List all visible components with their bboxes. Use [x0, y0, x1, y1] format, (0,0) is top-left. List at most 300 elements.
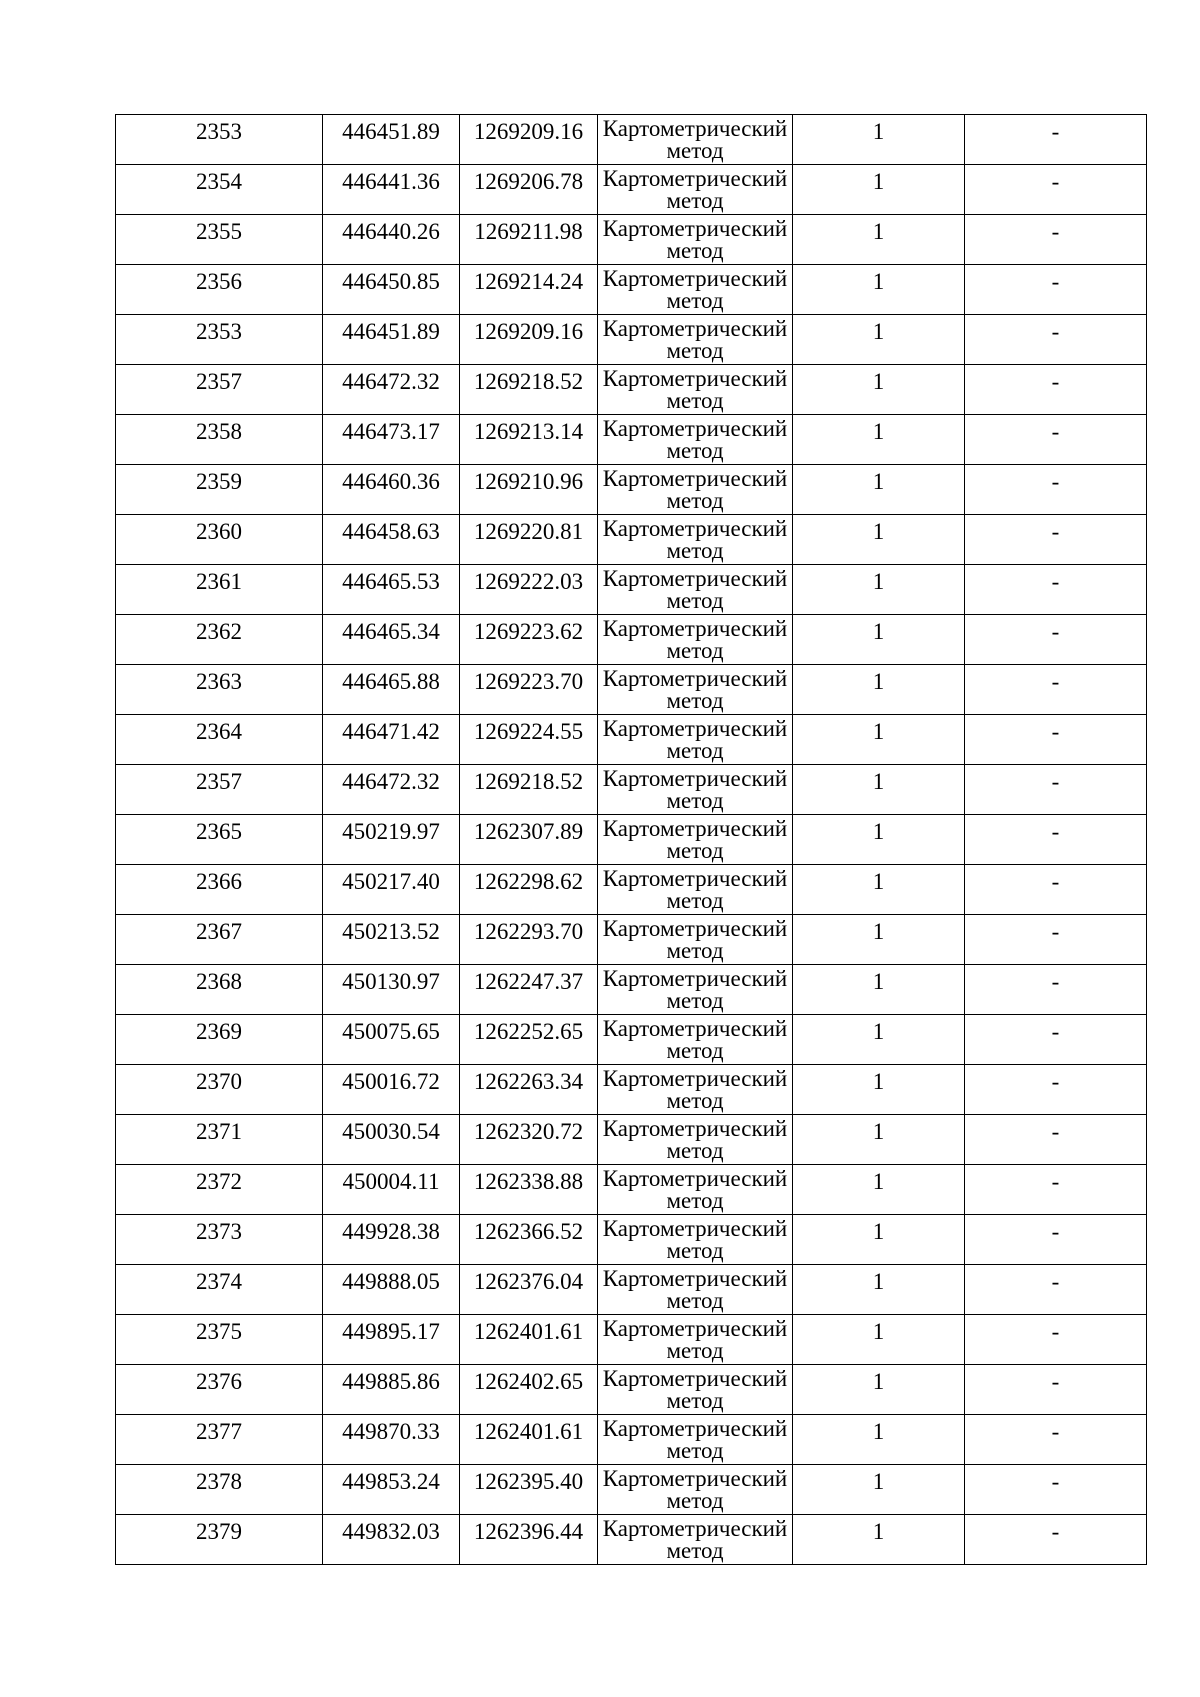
method-line-1: Картометрический — [602, 716, 788, 741]
point-id: 2371 — [196, 1119, 242, 1144]
method-line-2: метод — [666, 888, 724, 913]
x-coordinate-cell — [323, 1065, 460, 1115]
table-row — [116, 215, 1147, 265]
x-coordinate-cell — [323, 1015, 460, 1065]
method-cell — [598, 565, 793, 615]
point-id-cell — [116, 615, 323, 665]
x-coordinate: 449895.17 — [342, 1319, 440, 1344]
accuracy-cell — [793, 1515, 965, 1565]
note-cell — [965, 265, 1147, 315]
accuracy-cell — [793, 715, 965, 765]
method-line-1: Картометрический — [602, 616, 788, 641]
method-line-2: метод — [666, 1088, 724, 1113]
method-cell — [598, 1215, 793, 1265]
note-value: - — [1051, 669, 1060, 694]
x-coordinate-cell — [323, 615, 460, 665]
accuracy-value: 1 — [872, 1119, 885, 1144]
x-coordinate-cell — [323, 1215, 460, 1265]
y-coordinate-cell — [460, 865, 598, 915]
method-line-1: Картометрический — [602, 666, 788, 691]
y-coordinate-cell — [460, 1465, 598, 1515]
note-cell — [965, 715, 1147, 765]
y-coordinate: 1269209.16 — [473, 319, 584, 344]
point-id-cell — [116, 365, 323, 415]
table-row — [116, 1165, 1147, 1215]
note-value: - — [1051, 819, 1060, 844]
y-coordinate-cell — [460, 515, 598, 565]
x-coordinate-cell — [323, 115, 460, 165]
method-line-2: метод — [666, 788, 724, 813]
x-coordinate-cell — [323, 1415, 460, 1465]
y-coordinate-cell — [460, 1415, 598, 1465]
y-coordinate-cell — [460, 715, 598, 765]
x-coordinate: 446465.34 — [342, 619, 440, 644]
method-cell — [598, 1015, 793, 1065]
accuracy-value: 1 — [872, 919, 885, 944]
y-coordinate: 1262252.65 — [473, 1019, 584, 1044]
point-id-cell — [116, 865, 323, 915]
x-coordinate: 446472.32 — [342, 369, 440, 394]
point-id-cell — [116, 1315, 323, 1365]
x-coordinate-cell — [323, 1315, 460, 1365]
note-value: - — [1051, 1019, 1060, 1044]
note-value: - — [1051, 469, 1060, 494]
method-cell — [598, 665, 793, 715]
x-coordinate: 450219.97 — [342, 819, 440, 844]
method-line-2: метод — [666, 1488, 724, 1513]
x-coordinate: 450130.97 — [342, 969, 440, 994]
method-cell — [598, 1515, 793, 1565]
x-coordinate: 446440.26 — [342, 219, 440, 244]
note-cell — [965, 815, 1147, 865]
x-coordinate-cell — [323, 215, 460, 265]
table-row — [116, 965, 1147, 1015]
y-coordinate-cell — [460, 615, 598, 665]
accuracy-value: 1 — [872, 519, 885, 544]
accuracy-cell — [793, 515, 965, 565]
accuracy-value: 1 — [872, 1169, 885, 1194]
y-coordinate: 1262320.72 — [473, 1119, 584, 1144]
point-id-cell — [116, 415, 323, 465]
note-cell — [965, 115, 1147, 165]
accuracy-cell — [793, 565, 965, 615]
note-cell — [965, 865, 1147, 915]
method-line-2: метод — [666, 688, 724, 713]
method-cell — [598, 1165, 793, 1215]
y-coordinate: 1269224.55 — [473, 719, 584, 744]
table-row — [116, 265, 1147, 315]
y-coordinate: 1262376.04 — [473, 1269, 584, 1294]
y-coordinate-cell — [460, 1065, 598, 1115]
accuracy-cell — [793, 365, 965, 415]
point-id: 2376 — [196, 1369, 242, 1394]
x-coordinate-cell — [323, 1115, 460, 1165]
table-row — [116, 115, 1147, 165]
note-cell — [965, 965, 1147, 1015]
accuracy-value: 1 — [872, 1219, 885, 1244]
note-cell — [965, 515, 1147, 565]
accuracy-value: 1 — [872, 319, 885, 344]
x-coordinate-cell — [323, 1165, 460, 1215]
note-cell — [965, 565, 1147, 615]
point-id: 2357 — [196, 769, 242, 794]
x-coordinate-cell — [323, 415, 460, 465]
note-value: - — [1051, 619, 1060, 644]
table-row — [116, 165, 1147, 215]
note-value: - — [1051, 769, 1060, 794]
note-value: - — [1051, 1269, 1060, 1294]
method-cell — [598, 815, 793, 865]
method-cell — [598, 765, 793, 815]
point-id-cell — [116, 815, 323, 865]
note-cell — [965, 765, 1147, 815]
note-cell — [965, 1015, 1147, 1065]
x-coordinate: 449832.03 — [342, 1519, 440, 1544]
accuracy-cell — [793, 1015, 965, 1065]
note-cell — [965, 1115, 1147, 1165]
accuracy-value: 1 — [872, 1069, 885, 1094]
method-line-1: Картометрический — [602, 1066, 788, 1091]
accuracy-cell — [793, 915, 965, 965]
coordinates-table — [115, 114, 1147, 1565]
note-cell — [965, 165, 1147, 215]
accuracy-cell — [793, 215, 965, 265]
x-coordinate: 450016.72 — [342, 1069, 440, 1094]
y-coordinate-cell — [460, 165, 598, 215]
method-cell — [598, 1465, 793, 1515]
point-id: 2353 — [196, 319, 242, 344]
point-id-cell — [116, 1165, 323, 1215]
note-cell — [965, 1415, 1147, 1465]
point-id: 2363 — [196, 669, 242, 694]
point-id: 2378 — [196, 1469, 242, 1494]
point-id-cell — [116, 165, 323, 215]
accuracy-value: 1 — [872, 819, 885, 844]
accuracy-value: 1 — [872, 1419, 885, 1444]
x-coordinate-cell — [323, 1365, 460, 1415]
method-line-1: Картометрический — [602, 1116, 788, 1141]
method-line-1: Картометрический — [602, 1166, 788, 1191]
note-value: - — [1051, 1119, 1060, 1144]
note-cell — [965, 1465, 1147, 1515]
method-line-1: Картометрический — [602, 1416, 788, 1441]
x-coordinate: 446472.32 — [342, 769, 440, 794]
accuracy-cell — [793, 1315, 965, 1365]
y-coordinate: 1269214.24 — [473, 269, 584, 294]
accuracy-value: 1 — [872, 769, 885, 794]
point-id: 2370 — [196, 1069, 242, 1094]
x-coordinate: 449870.33 — [342, 1419, 440, 1444]
x-coordinate: 449885.86 — [342, 1369, 440, 1394]
point-id: 2353 — [196, 119, 242, 144]
method-line-1: Картометрический — [602, 166, 788, 191]
accuracy-value: 1 — [872, 1469, 885, 1494]
y-coordinate-cell — [460, 1115, 598, 1165]
method-cell — [598, 1415, 793, 1465]
note-cell — [965, 1065, 1147, 1115]
method-cell — [598, 165, 793, 215]
y-coordinate-cell — [460, 415, 598, 465]
accuracy-cell — [793, 765, 965, 815]
note-value: - — [1051, 269, 1060, 294]
point-id: 2357 — [196, 369, 242, 394]
x-coordinate-cell — [323, 865, 460, 915]
table-row — [116, 1315, 1147, 1365]
note-cell — [965, 415, 1147, 465]
y-coordinate-cell — [460, 915, 598, 965]
point-id: 2369 — [196, 1019, 242, 1044]
x-coordinate: 450217.40 — [342, 869, 440, 894]
accuracy-value: 1 — [872, 1369, 885, 1394]
table-row — [116, 1215, 1147, 1265]
x-coordinate-cell — [323, 715, 460, 765]
method-line-1: Картометрический — [602, 316, 788, 341]
accuracy-value: 1 — [872, 119, 885, 144]
accuracy-cell — [793, 965, 965, 1015]
table-row — [116, 365, 1147, 415]
y-coordinate: 1262263.34 — [473, 1069, 584, 1094]
point-id: 2358 — [196, 419, 242, 444]
x-coordinate-cell — [323, 815, 460, 865]
point-id: 2356 — [196, 269, 242, 294]
method-cell — [598, 615, 793, 665]
method-line-2: метод — [666, 1538, 724, 1563]
x-coordinate-cell — [323, 365, 460, 415]
method-line-2: метод — [666, 338, 724, 363]
note-value: - — [1051, 1419, 1060, 1444]
method-line-2: метод — [666, 1038, 724, 1063]
table-row — [116, 465, 1147, 515]
method-line-1: Картометрический — [602, 1316, 788, 1341]
point-id: 2373 — [196, 1219, 242, 1244]
accuracy-cell — [793, 115, 965, 165]
accuracy-value: 1 — [872, 1269, 885, 1294]
y-coordinate-cell — [460, 315, 598, 365]
x-coordinate-cell — [323, 515, 460, 565]
accuracy-value: 1 — [872, 719, 885, 744]
table-row — [116, 715, 1147, 765]
y-coordinate: 1262401.61 — [473, 1319, 584, 1344]
y-coordinate: 1269218.52 — [473, 369, 584, 394]
point-id: 2364 — [196, 719, 242, 744]
accuracy-cell — [793, 615, 965, 665]
x-coordinate: 450075.65 — [342, 1019, 440, 1044]
point-id: 2374 — [196, 1269, 242, 1294]
note-cell — [965, 1165, 1147, 1215]
table-row — [116, 765, 1147, 815]
x-coordinate-cell — [323, 565, 460, 615]
note-cell — [965, 665, 1147, 715]
method-line-2: метод — [666, 138, 724, 163]
accuracy-cell — [793, 1365, 965, 1415]
y-coordinate: 1262293.70 — [473, 919, 584, 944]
method-line-2: метод — [666, 188, 724, 213]
table-row — [116, 1065, 1147, 1115]
accuracy-value: 1 — [872, 619, 885, 644]
method-cell — [598, 1065, 793, 1115]
note-value: - — [1051, 519, 1060, 544]
point-id-cell — [116, 765, 323, 815]
y-coordinate: 1269222.03 — [473, 569, 584, 594]
method-line-1: Картометрический — [602, 1366, 788, 1391]
method-line-1: Картометрический — [602, 516, 788, 541]
point-id-cell — [116, 1415, 323, 1465]
y-coordinate: 1269223.70 — [473, 669, 584, 694]
note-cell — [965, 1515, 1147, 1565]
y-coordinate: 1269210.96 — [473, 469, 584, 494]
method-line-1: Картометрический — [602, 866, 788, 891]
method-line-1: Картометрический — [602, 416, 788, 441]
x-coordinate: 449928.38 — [342, 1219, 440, 1244]
accuracy-value: 1 — [872, 1019, 885, 1044]
table-row — [116, 915, 1147, 965]
point-id: 2368 — [196, 969, 242, 994]
point-id: 2361 — [196, 569, 242, 594]
note-value: - — [1051, 1219, 1060, 1244]
note-value: - — [1051, 369, 1060, 394]
method-cell — [598, 715, 793, 765]
accuracy-cell — [793, 1465, 965, 1515]
y-coordinate-cell — [460, 815, 598, 865]
note-value: - — [1051, 119, 1060, 144]
method-line-2: метод — [666, 1288, 724, 1313]
note-value: - — [1051, 419, 1060, 444]
method-line-1: Картометрический — [602, 466, 788, 491]
y-coordinate: 1269218.52 — [473, 769, 584, 794]
y-coordinate: 1262338.88 — [473, 1169, 584, 1194]
point-id-cell — [116, 1465, 323, 1515]
table-row — [116, 515, 1147, 565]
accuracy-cell — [793, 265, 965, 315]
method-line-2: метод — [666, 1438, 724, 1463]
x-coordinate-cell — [323, 165, 460, 215]
point-id-cell — [116, 665, 323, 715]
y-coordinate-cell — [460, 365, 598, 415]
x-coordinate: 446473.17 — [342, 419, 440, 444]
method-cell — [598, 415, 793, 465]
accuracy-cell — [793, 1115, 965, 1165]
point-id-cell — [116, 1515, 323, 1565]
y-coordinate-cell — [460, 965, 598, 1015]
accuracy-cell — [793, 315, 965, 365]
method-line-2: метод — [666, 1338, 724, 1363]
note-cell — [965, 315, 1147, 365]
x-coordinate: 446465.53 — [342, 569, 440, 594]
point-id-cell — [116, 1215, 323, 1265]
y-coordinate-cell — [460, 1215, 598, 1265]
point-id: 2367 — [196, 919, 242, 944]
y-coordinate: 1262395.40 — [473, 1469, 584, 1494]
method-cell — [598, 1365, 793, 1415]
method-line-2: метод — [666, 438, 724, 463]
method-cell — [598, 265, 793, 315]
accuracy-cell — [793, 165, 965, 215]
note-cell — [965, 615, 1147, 665]
note-cell — [965, 365, 1147, 415]
point-id: 2354 — [196, 169, 242, 194]
x-coordinate: 446465.88 — [342, 669, 440, 694]
x-coordinate: 446441.36 — [342, 169, 440, 194]
point-id-cell — [116, 1065, 323, 1115]
note-cell — [965, 1315, 1147, 1365]
method-line-2: метод — [666, 988, 724, 1013]
x-coordinate-cell — [323, 1265, 460, 1315]
point-id-cell — [116, 1115, 323, 1165]
y-coordinate-cell — [460, 465, 598, 515]
x-coordinate-cell — [323, 465, 460, 515]
method-cell — [598, 515, 793, 565]
table-row — [116, 865, 1147, 915]
y-coordinate: 1262366.52 — [473, 1219, 584, 1244]
table-row — [116, 1515, 1147, 1565]
accuracy-value: 1 — [872, 169, 885, 194]
point-id: 2372 — [196, 1169, 242, 1194]
method-cell — [598, 1265, 793, 1315]
method-cell — [598, 315, 793, 365]
accuracy-cell — [793, 665, 965, 715]
table-row — [116, 1265, 1147, 1315]
y-coordinate-cell — [460, 115, 598, 165]
y-coordinate-cell — [460, 765, 598, 815]
table-row — [116, 1115, 1147, 1165]
accuracy-cell — [793, 465, 965, 515]
note-value: - — [1051, 969, 1060, 994]
point-id: 2375 — [196, 1319, 242, 1344]
method-line-1: Картометрический — [602, 1266, 788, 1291]
method-line-2: метод — [666, 288, 724, 313]
method-cell — [598, 465, 793, 515]
accuracy-value: 1 — [872, 1319, 885, 1344]
y-coordinate-cell — [460, 265, 598, 315]
accuracy-cell — [793, 415, 965, 465]
note-cell — [965, 215, 1147, 265]
point-id-cell — [116, 515, 323, 565]
method-line-1: Картометрический — [602, 1016, 788, 1041]
accuracy-value: 1 — [872, 869, 885, 894]
y-coordinate: 1269206.78 — [473, 169, 584, 194]
x-coordinate: 450213.52 — [342, 919, 440, 944]
method-line-2: метод — [666, 388, 724, 413]
note-value: - — [1051, 1169, 1060, 1194]
accuracy-value: 1 — [872, 569, 885, 594]
method-line-2: метод — [666, 1388, 724, 1413]
y-coordinate-cell — [460, 1015, 598, 1065]
x-coordinate: 446450.85 — [342, 269, 440, 294]
point-id-cell — [116, 1365, 323, 1415]
point-id-cell — [116, 265, 323, 315]
table-row — [116, 415, 1147, 465]
method-cell — [598, 1315, 793, 1365]
x-coordinate: 449853.24 — [342, 1469, 440, 1494]
method-line-2: метод — [666, 488, 724, 513]
note-value: - — [1051, 169, 1060, 194]
method-cell — [598, 365, 793, 415]
method-line-2: метод — [666, 588, 724, 613]
x-coordinate-cell — [323, 965, 460, 1015]
y-coordinate: 1262307.89 — [473, 819, 584, 844]
x-coordinate: 450004.11 — [342, 1169, 440, 1194]
y-coordinate: 1269220.81 — [473, 519, 584, 544]
note-value: - — [1051, 1519, 1060, 1544]
note-value: - — [1051, 219, 1060, 244]
method-line-2: метод — [666, 538, 724, 563]
point-id: 2377 — [196, 1419, 242, 1444]
x-coordinate-cell — [323, 1465, 460, 1515]
accuracy-cell — [793, 1165, 965, 1215]
note-value: - — [1051, 1469, 1060, 1494]
point-id-cell — [116, 1265, 323, 1315]
y-coordinate: 1269223.62 — [473, 619, 584, 644]
